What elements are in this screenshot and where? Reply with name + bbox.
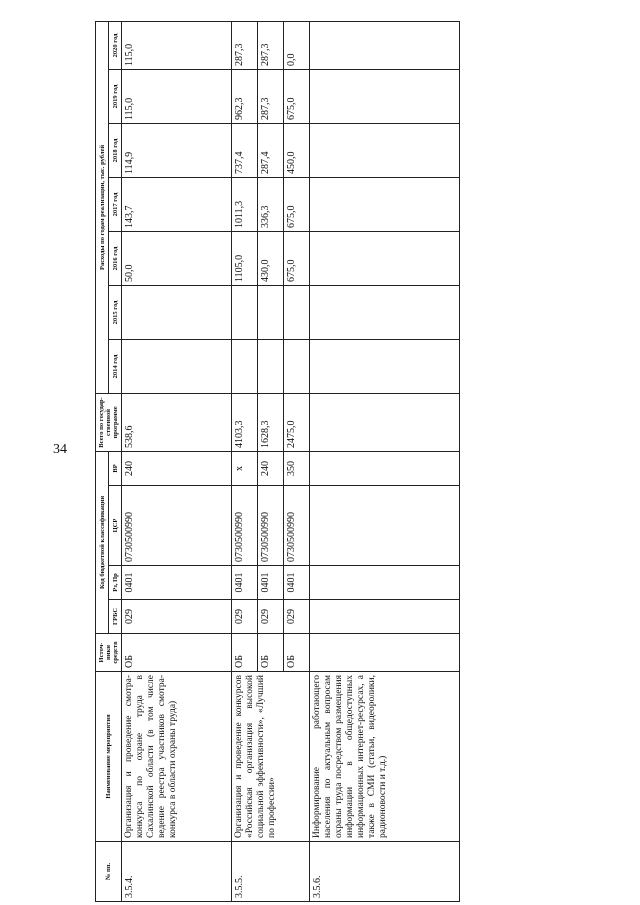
- header-csr: ЦСР: [109, 486, 122, 566]
- cell-grbs: 029: [284, 600, 310, 634]
- cell-source: ОБ: [232, 634, 258, 672]
- cell-year: 114,9: [122, 123, 232, 177]
- row-name: Организация и проведение смотра-конкурса по охране труда в Сахалинской области (в том числе ведение реестра участников смотра-конкурса в области охраны труда): [122, 672, 232, 842]
- cell-total: 4103,3: [232, 393, 258, 451]
- cell-year: 1011,3: [232, 177, 258, 231]
- rotated-table-wrapper: [95, 22, 635, 902]
- cell-rzpr: 0401: [232, 566, 258, 600]
- cell-total: [310, 393, 460, 451]
- cell-year: 287,4: [258, 123, 284, 177]
- cell-vr: 350: [284, 451, 310, 485]
- cell-year: [310, 123, 460, 177]
- cell-csr: 0730500990: [258, 486, 284, 566]
- header-total: Всего по государ-ственной программе: [96, 393, 122, 451]
- cell-year: 115,0: [122, 21, 232, 69]
- cell-year: [122, 339, 232, 393]
- cell-year: [310, 21, 460, 69]
- page-number: 34: [53, 442, 67, 457]
- cell-year: 287,3: [232, 21, 258, 69]
- cell-source: ОБ: [258, 634, 284, 672]
- row-number: 3.5.6.: [310, 842, 460, 902]
- cell-total: 1628,3: [258, 393, 284, 451]
- cell-csr: 0730500990: [284, 486, 310, 566]
- header-year: 2014 год: [109, 339, 122, 393]
- cell-year: [310, 339, 460, 393]
- cell-year: [310, 69, 460, 123]
- header-no: № пп.: [96, 842, 122, 902]
- cell-year: 675,0: [284, 231, 310, 285]
- header-grbs: ГРБС: [109, 600, 122, 634]
- cell-year: 115,0: [122, 69, 232, 123]
- cell-year: 50,0: [122, 231, 232, 285]
- header-source: Источ-ники средств: [96, 634, 122, 672]
- cell-grbs: 029: [122, 600, 232, 634]
- header-rzpr: Рз, Пр: [109, 566, 122, 600]
- table-row: [232, 21, 258, 901]
- cell-vr: [310, 451, 460, 485]
- cell-year: [258, 339, 284, 393]
- cell-year: [258, 285, 284, 339]
- cell-year: 675,0: [284, 177, 310, 231]
- cell-year: [284, 339, 310, 393]
- cell-year: 962,3: [232, 69, 258, 123]
- cell-grbs: 029: [258, 600, 284, 634]
- header-expenses: Расходы по годам реализации, тыс. рублей: [96, 21, 109, 393]
- cell-year: 450,0: [284, 123, 310, 177]
- cell-year: [122, 285, 232, 339]
- cell-year: [232, 339, 258, 393]
- cell-total: 538,6: [122, 393, 232, 451]
- cell-csr: 0730500990: [232, 486, 258, 566]
- cell-year: [232, 285, 258, 339]
- cell-year: [310, 177, 460, 231]
- cell-vr: 240: [258, 451, 284, 485]
- row-name: Организация и проведение конкурсов «Российская организация высокой социальной эффективности», «Лучший по профессии»: [232, 672, 310, 842]
- header-year: 2020 год: [109, 21, 122, 69]
- cell-year: 1105,0: [232, 231, 258, 285]
- cell-year: 0,0: [284, 21, 310, 69]
- header-budget-code: Код бюджетной классификации: [96, 451, 109, 633]
- row-name: Информирование работающего населения по актуальным вопросам охраны труда посредством размещения информации в общедоступных информационных интернет-ресурсах, а также в СМИ (статьи, видеоролики, радионовости и т.д.): [310, 672, 460, 842]
- cell-rzpr: 0401: [122, 566, 232, 600]
- cell-year: 430,0: [258, 231, 284, 285]
- cell-source: ОБ: [122, 634, 232, 672]
- cell-total: 2475,0: [284, 393, 310, 451]
- cell-rzpr: [310, 566, 460, 600]
- cell-rzpr: 0401: [284, 566, 310, 600]
- cell-year: 287,3: [258, 21, 284, 69]
- cell-year: 737,4: [232, 123, 258, 177]
- cell-vr: х: [232, 451, 258, 485]
- row-number: 3.5.5.: [232, 842, 310, 902]
- header-year: 2019 год: [109, 69, 122, 123]
- cell-year: 336,3: [258, 177, 284, 231]
- header-year: 2015 год: [109, 285, 122, 339]
- header-vr: ВР: [109, 451, 122, 485]
- cell-year: [310, 231, 460, 285]
- cell-year: 143,7: [122, 177, 232, 231]
- table-row: [122, 21, 232, 901]
- cell-source: ОБ: [284, 634, 310, 672]
- header-name: Наименование мероприятия: [96, 672, 122, 842]
- cell-year: [284, 285, 310, 339]
- header-year: 2018 год: [109, 123, 122, 177]
- cell-grbs: [310, 600, 460, 634]
- cell-year: 287,3: [258, 69, 284, 123]
- cell-source: [310, 634, 460, 672]
- cell-year: [310, 285, 460, 339]
- header-year: 2017 год: [109, 177, 122, 231]
- cell-rzpr: 0401: [258, 566, 284, 600]
- header-year: 2016 год: [109, 231, 122, 285]
- budget-table: [95, 21, 460, 902]
- cell-csr: 0730500990: [122, 486, 232, 566]
- cell-vr: 240: [122, 451, 232, 485]
- cell-csr: [310, 486, 460, 566]
- cell-year: 675,0: [284, 69, 310, 123]
- cell-grbs: 029: [232, 600, 258, 634]
- table-row: [310, 21, 460, 901]
- row-number: 3.5.4.: [122, 842, 232, 902]
